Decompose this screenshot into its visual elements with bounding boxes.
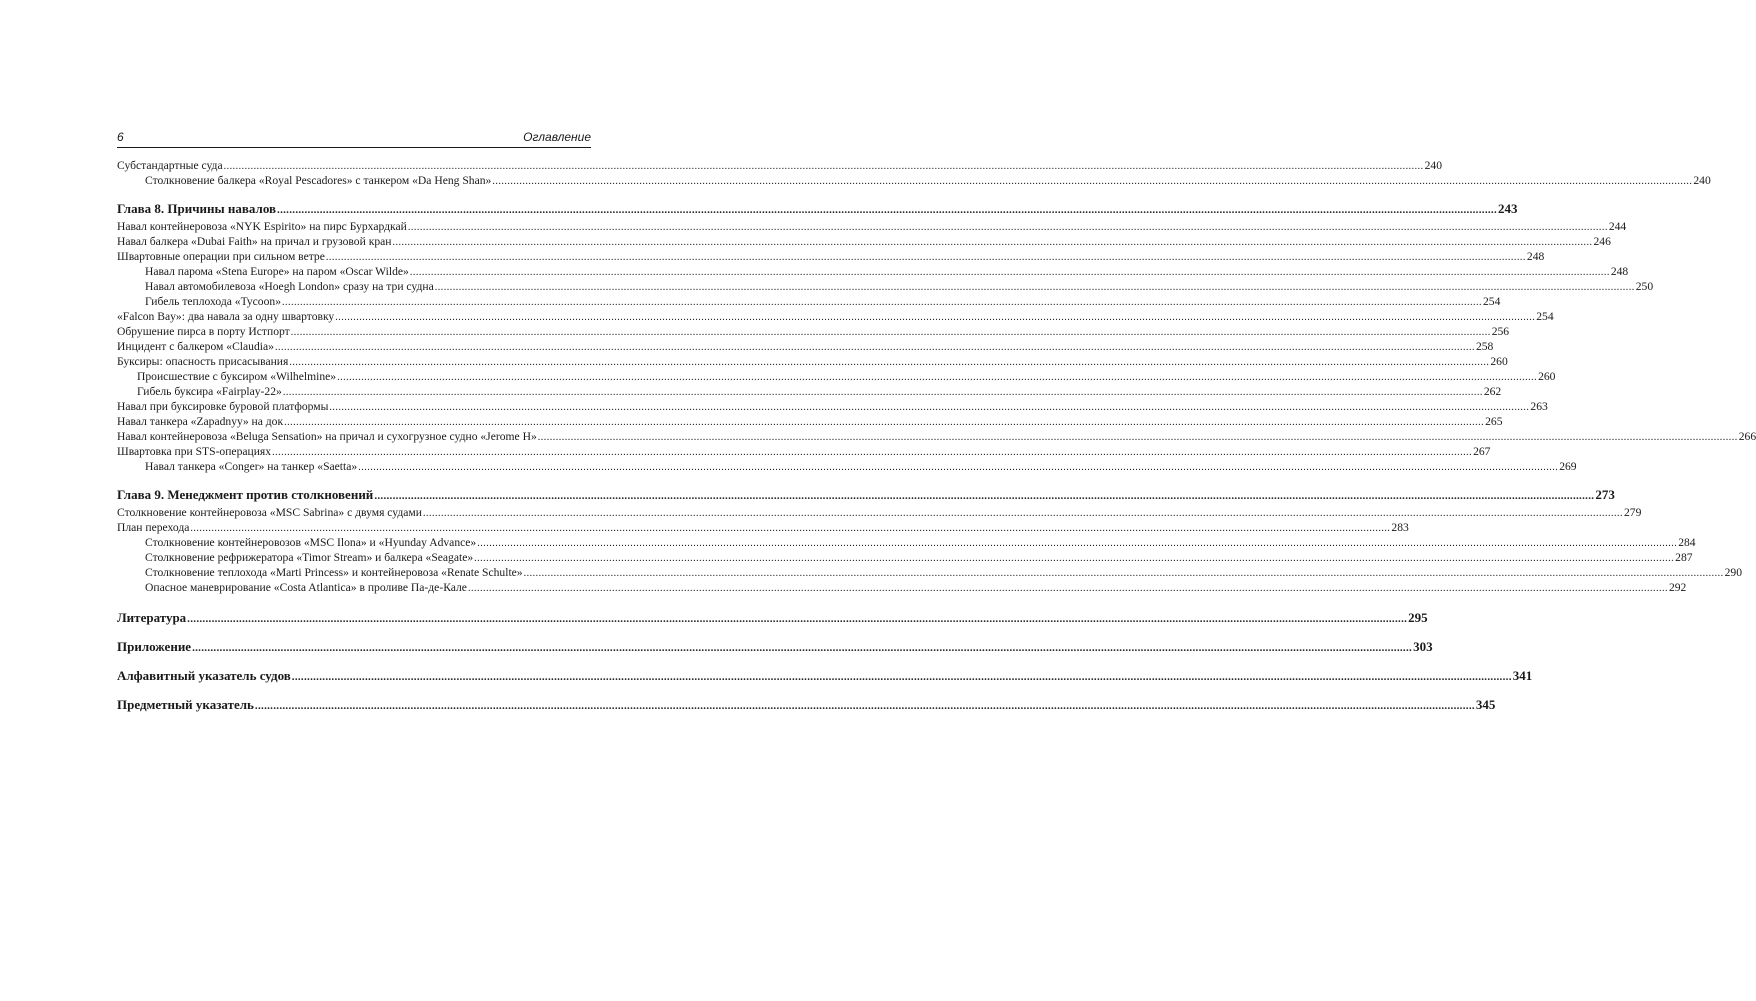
toc-entry-title: Столкновение контейнеровоза «MSC Sabrina» с двумя судами (117, 506, 422, 519)
dot-leader: ................................................................................................................................................................................................................................................................................................................................................................................................................ (477, 538, 1678, 549)
toc-entry-page: 260 (1490, 355, 1508, 368)
toc-entry-title: Навал балкера «Dubai Faith» на причал и грузовой кран (117, 235, 392, 248)
toc-entry-page: 345 (1475, 697, 1496, 712)
toc-entry-page: 254 (1536, 310, 1554, 323)
toc-chapter-entry[interactable] (117, 637, 1433, 657)
toc-entry-page: 243 (1498, 201, 1518, 216)
toc-entry[interactable] (117, 173, 1711, 188)
dot-leader: ................................................................................................................................................................................................................................................................................................................................................................................................................ (190, 523, 1391, 534)
toc-chapter-entry[interactable] (117, 695, 1496, 715)
toc-entry-title: Гибель теплохода «Tycoon» (145, 295, 281, 308)
toc-entry-page: 240 (1424, 159, 1442, 172)
dot-leader: ................................................................................................................................................................................................................................................................................................................................................................................................................ (474, 553, 1675, 564)
toc-entry-title: Обрушение пирса в порту Истпорт (117, 325, 290, 338)
dot-leader: ................................................................................................................................................................................................................................................................................................................................................................................................................ (434, 282, 1635, 293)
toc-entry-page: 250 (1635, 280, 1654, 293)
table-of-contents (117, 158, 1756, 715)
dot-leader: ................................................................................................................................................................................................................................................................................................................................................................................................................ (422, 508, 1623, 519)
dot-leader: ................................................................................................................................................................................................................................................................................................................................................................................................................ (325, 252, 1526, 263)
toc-entry[interactable] (117, 459, 1577, 474)
toc-entry-page: 254 (1483, 295, 1501, 308)
toc-entry-title: Навал танкера «Conger» на танкер «Saetta» (145, 460, 358, 473)
toc-entry-title: Швартовные операции при сильном ветре (117, 250, 325, 263)
dot-leader: ................................................................................................................................................................................................................................................................................................................................................................................................................ (492, 176, 1693, 187)
toc-entry-page: 290 (1724, 566, 1742, 579)
dot-leader: ................................................................................................................................................................................................................................................................................................................................................................................................................ (282, 387, 1483, 398)
toc-entry-title: Навал танкера «Zapadnyy» на док (117, 415, 284, 428)
toc-chapter-entry[interactable] (117, 608, 1428, 628)
toc-entry-page: 341 (1512, 668, 1533, 683)
toc-entry[interactable] (117, 294, 1501, 309)
toc-entry[interactable] (117, 249, 1545, 264)
toc-entry[interactable] (117, 384, 1502, 399)
toc-entry-title: Предметный указатель (117, 697, 254, 712)
toc-entry-title: Навал при буксировке буровой платформы (117, 400, 329, 413)
toc-entry[interactable] (117, 580, 1687, 595)
toc-entry[interactable] (117, 354, 1508, 369)
dot-leader: ................................................................................................................................................................................................................................................................................................................................................................................................................ (358, 462, 1559, 473)
toc-entry-page: 246 (1593, 235, 1611, 248)
running-title: Оглавление (523, 130, 591, 144)
toc-entry[interactable] (117, 234, 1611, 249)
running-header (117, 130, 591, 144)
dot-leader: ................................................................................................................................................................................................................................................................................................................................................................................................................ (337, 372, 1538, 383)
toc-entry-title: Инцидент с балкером «Claudia» (117, 340, 274, 353)
dot-leader: ................................................................................................................................................................................................................................................................................................................................................................................................................ (467, 583, 1668, 594)
toc-entry[interactable] (117, 279, 1654, 294)
toc-entry-page: 248 (1526, 250, 1545, 263)
toc-entry[interactable] (117, 369, 1556, 384)
dot-leader: ................................................................................................................................................................................................................................................................................................................................................................................................................ (335, 312, 1536, 323)
toc-entry-title: Глава 9. Менеджмент против столкновений (117, 487, 374, 502)
toc-chapter-entry[interactable] (117, 485, 1615, 505)
toc-entry-title: Буксиры: опасность присасывания (117, 355, 289, 368)
toc-entry-title: Навал автомобилевоза «Hoegh London» сразу на три судна (145, 280, 434, 293)
toc-entry[interactable] (117, 444, 1491, 459)
toc-chapter-entry[interactable] (117, 666, 1533, 686)
toc-entry-title: Литература (117, 610, 187, 625)
toc-entry-page: 279 (1623, 506, 1642, 519)
dot-leader: ................................................................................................................................................................................................................................................................................................................................................................................................................ (274, 342, 1475, 353)
dot-leader: ................................................................................................................................................................................................................................................................................................................................................................................................................ (254, 700, 1475, 712)
toc-entry[interactable] (117, 324, 1510, 339)
dot-leader: ................................................................................................................................................................................................................................................................................................................................................................................................................ (392, 237, 1593, 248)
toc-entry-title: План перехода (117, 521, 190, 534)
dot-leader: ................................................................................................................................................................................................................................................................................................................................................................................................................ (409, 267, 1610, 278)
toc-entry[interactable] (117, 399, 1548, 414)
toc-entry[interactable] (117, 219, 1627, 234)
toc-entry[interactable] (117, 429, 1756, 444)
dot-leader: ................................................................................................................................................................................................................................................................................................................................................................................................................ (277, 204, 1498, 216)
dot-leader: ................................................................................................................................................................................................................................................................................................................................................................................................................ (329, 402, 1530, 413)
toc-entry-page: 269 (1559, 460, 1577, 473)
toc-entry-page: 266 (1738, 430, 1756, 443)
toc-entry-title: Гибель буксира «Fairplay-22» (137, 385, 282, 398)
toc-entry-page: 244 (1608, 220, 1627, 233)
dot-leader: ................................................................................................................................................................................................................................................................................................................................................................................................................ (290, 327, 1491, 338)
toc-entry-title: «Falcon Bay»: два навала за одну швартовку (117, 310, 335, 323)
toc-entry-page: 295 (1408, 610, 1428, 625)
toc-entry-page: 273 (1595, 487, 1615, 502)
dot-leader: ................................................................................................................................................................................................................................................................................................................................................................................................................ (192, 642, 1413, 654)
dot-leader: ................................................................................................................................................................................................................................................................................................................................................................................................................ (282, 297, 1482, 308)
toc-entry-page: 240 (1693, 174, 1711, 187)
toc-entry-title: Опасное маневрирование «Costa Atlantica» в проливе Па-де-Кале (145, 581, 467, 594)
toc-entry-title: Навал контейнеровоза «Beluga Sensation» на причал и сухогрузное судно «Jerome H» (117, 430, 537, 443)
dot-leader: ................................................................................................................................................................................................................................................................................................................................................................................................................ (187, 613, 1408, 625)
dot-leader: ................................................................................................................................................................................................................................................................................................................................................................................................................ (291, 671, 1512, 683)
toc-entry[interactable] (117, 309, 1554, 324)
dot-leader: ................................................................................................................................................................................................................................................................................................................................................................................................................ (289, 357, 1490, 368)
toc-chapter-entry[interactable] (117, 199, 1518, 219)
toc-entry-title: Столкновение рефрижератора «Timor Stream» и балкера «Seagate» (145, 551, 474, 564)
toc-entry-page: 283 (1391, 521, 1409, 534)
dot-leader: ................................................................................................................................................................................................................................................................................................................................................................................................................ (272, 447, 1473, 458)
dot-leader: ................................................................................................................................................................................................................................................................................................................................................................................................................ (284, 417, 1485, 428)
toc-entry[interactable] (117, 565, 1742, 580)
toc-entry[interactable] (117, 158, 1442, 173)
toc-entry[interactable] (117, 264, 1629, 279)
toc-entry-title: Навал контейнеровоза «NYK Espirito» на пирс Бурхардкай (117, 220, 407, 233)
toc-entry-page: 265 (1485, 415, 1503, 428)
toc-entry-page: 258 (1475, 340, 1494, 353)
toc-entry-title: Происшествие с буксиром «Wilhelmine» (137, 370, 337, 383)
dot-leader: ................................................................................................................................................................................................................................................................................................................................................................................................................ (223, 161, 1424, 172)
toc-entry-page: 260 (1538, 370, 1556, 383)
toc-entry-title: Столкновение контейнеровозов «MSC Ilona» и «Hyunday Advance» (145, 536, 477, 549)
dot-leader: ................................................................................................................................................................................................................................................................................................................................................................................................................ (374, 490, 1595, 502)
toc-entry-title: Субстандартные суда (117, 159, 223, 172)
toc-entry-title: Столкновение теплохода «Marti Princess» и контейнеровоза «Renate Schulte» (145, 566, 523, 579)
toc-entry-title: Столкновение балкера «Royal Pescadores» с танкером «Da Heng Shan» (145, 174, 492, 187)
toc-entry-title: Приложение (117, 639, 192, 654)
toc-entry-page: 248 (1610, 265, 1629, 278)
toc-entry-page: 262 (1483, 385, 1502, 398)
toc-entry-title: Алфавитный указатель судов (117, 668, 291, 683)
header-rule (117, 147, 591, 148)
toc-entry-page: 256 (1491, 325, 1510, 338)
toc-entry[interactable] (117, 520, 1409, 535)
toc-entry[interactable] (117, 339, 1494, 354)
toc-entry-title: Навал парома «Stena Europe» на паром «Oscar Wilde» (145, 265, 409, 278)
toc-entry-page: 287 (1675, 551, 1693, 564)
page-number: 6 (117, 130, 124, 144)
toc-entry[interactable] (117, 535, 1696, 550)
toc-entry-title: Глава 8. Причины навалов (117, 201, 277, 216)
dot-leader: ................................................................................................................................................................................................................................................................................................................................................................................................................ (523, 568, 1724, 579)
toc-entry[interactable] (117, 550, 1693, 565)
toc-entry-page: 267 (1473, 445, 1491, 458)
toc-entry-page: 263 (1530, 400, 1548, 413)
dot-leader: ................................................................................................................................................................................................................................................................................................................................................................................................................ (537, 432, 1738, 443)
toc-entry-page: 303 (1413, 639, 1433, 654)
toc-entry[interactable] (117, 505, 1642, 520)
toc-entry-page: 284 (1678, 536, 1696, 549)
dot-leader: ................................................................................................................................................................................................................................................................................................................................................................................................................ (407, 222, 1608, 233)
toc-entry[interactable] (117, 414, 1503, 429)
toc-entry-page: 292 (1668, 581, 1687, 594)
toc-entry-title: Швартовка при STS-операциях (117, 445, 272, 458)
